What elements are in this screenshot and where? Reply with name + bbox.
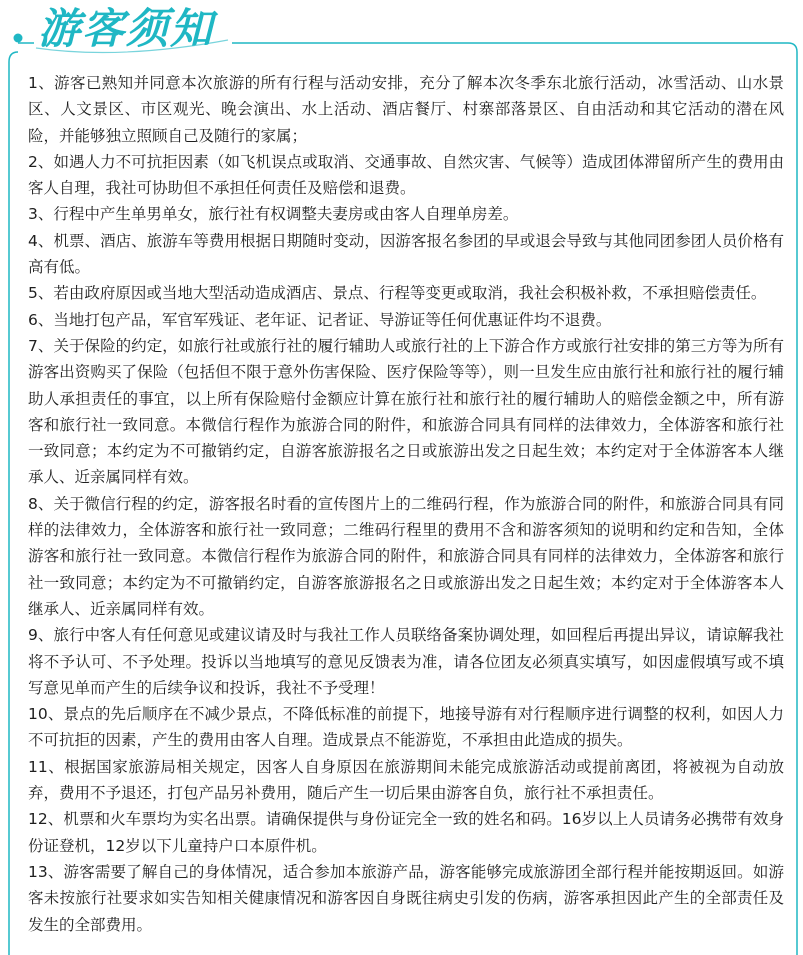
notice-item: 8、关于微信行程的约定，游客报名时看的宣传图片上的二维码行程，作为旅游合同的附件，和旅游合同具有同样的法律效力，全体游客和旅行社一致同意；二维码行程里的费用不含和游客须知的说明和约定和告知，全体游客和旅行社一致同意。本微信行程作为旅游合同的附件，和旅游合同具有同样的法律效力，全体游客和旅行社一致同意；本约定为不可撤销约定，自游客旅游报名之日或旅游出发之日起生效；本约定对于全体游客本人继承人、近亲属同样有效。 xyxy=(28,494,784,618)
notice-list xyxy=(28,70,784,938)
notice-item: 2、如遇人力不可抗拒因素（如飞机误点或取消、交通事故、自然灾害、气候等）造成团体滞留所产生的费用由客人自理，我社可协助但不承担任何责任及赔偿和退费。 xyxy=(28,152,784,198)
header xyxy=(0,0,803,60)
notice-item: 5、若由政府原因或当地大型活动造成酒店、景点、行程等变更或取消，我社会积极补救，不承担赔偿责任。 xyxy=(28,284,767,303)
notice-item: 1、游客已熟知并同意本次旅游的所有行程与活动安排，充分了解本次冬季东北旅行活动，冰雪活动、山水景区、人文景区、市区观光、晚会演出、水上活动、酒店餐厅、村寨部落景区、自由活动和其它活动的潜在风险，并能够独立照顾自己及随行的家属； xyxy=(28,74,784,145)
notice-item: 3、行程中产生单男单女，旅行社有权调整夫妻房或由客人自理单房差。 xyxy=(28,205,519,224)
notice-item: 9、旅行中客人有任何意见或建议请及时与我社工作人员联络备案协调处理，如回程后再提出异议，请谅解我社将不予认可、不予处理。投诉以当地填写的意见反馈表为准，请各位团友必须真实填写，如因虚假填写或不填写意见单而产生的后续争议和投诉，我社不予受理！ xyxy=(28,626,784,697)
notice-item: 6、当地打包产品，军官军残证、老年证、记者证、导游证等任何优惠证件均不退费。 xyxy=(28,310,612,329)
notice-item: 10、景点的先后顺序在不减少景点，不降低标准的前提下，地接导游有对行程顺序进行调整的权利，如因人力不可抗拒的因素，产生的费用由客人自理。造成景点不能游览，不承担由此造成的损失。 xyxy=(28,705,784,750)
notice-item: 7、关于保险的约定，如旅行社或旅行社的履行辅助人或旅行社的上下游合作方或旅行社安排的第三方等为所有游客出资购买了保险（包括但不限于意外伤害保险、医疗保险等等），则一旦发生应由旅行社和旅行社的履行辅助人承担责任的事宜，以上所有保险赔付金额应计算在旅行社和旅行社的履行辅助人的赔偿金额之中，所有游客和旅行社一致同意。本微信行程作为旅游合同的附件，和旅游合同具有同样的法律效力，全体游客和旅行社一致同意；本约定为不可撤销约定，自游客旅游报名之日或旅游出发之日起生效；本约定对于全体游客本人继承人、近亲属同样有效。 xyxy=(28,336,784,487)
notice-item: 13、游客需要了解自己的身体情况，适合参加本旅游产品，游客能够完成旅游团全部行程并能按期返回。如游客未按旅行社要求如实告知相关健康情况和游客因自身既往病史引发的伤病，游客承担因此产生的全部责任及发生的全部费用。 xyxy=(28,862,784,934)
page-title: 游客须知 xyxy=(38,4,215,53)
notice-item: 12、机票和火车票均为实名出票。请确保提供与身份证完全一致的姓名和码。16岁以上人员请务必携带有效身份证登机，12岁以下儿童持户口本原件机。 xyxy=(28,810,784,855)
notice-item: 4、机票、酒店、旅游车等费用根据日期随时变动，因游客报名参团的早或退会导致与其他同团参团人员价格有高有低。 xyxy=(28,231,784,277)
notice-item: 11、根据国家旅游局相关规定，因客人自身原因在旅游期间未能完成旅游活动或提前离团，将被视为自动放弃，费用不予退还，打包产品另补费用，随后产生一切后果由游客自负，旅行社不承担责任。 xyxy=(28,757,784,803)
